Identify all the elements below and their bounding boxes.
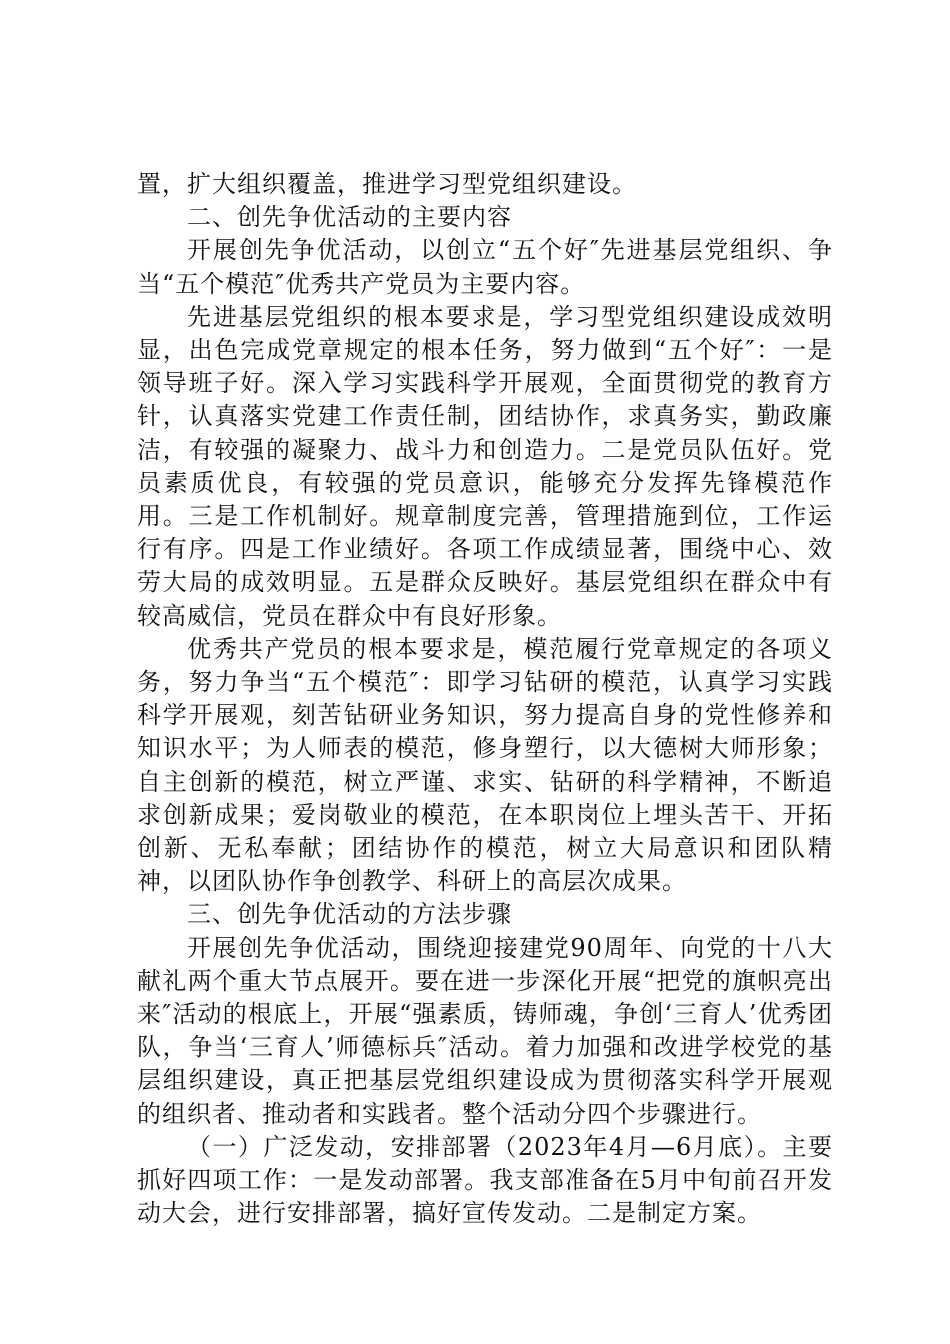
paragraph-4: 先进基层党组织的根本要求是，学习型党组织建设成效明显，出色完成党章规定的根本任务，努力做到“五个好″：一是领导班子好。深入学习实践科学开展观，全面贯彻党的教育方针，认真落实党建工作责任制，团结协作，求真务实，勤政廉洁，有较强的凝聚力、战斗力和创造力。二是党员队伍好。党员素质优良，有较强的党员意识，能够充分发挥先锋模范作用。三是工作机制好。规章制度完善，管理措施到位，工作运行有序。四是工作业绩好。各项工作成绩显著，围绕中心、效劳大局的成效明显。五是群众反映好。基层党组织在群众中有较高威信，党员在群众中有良好形象。: [137, 302, 833, 630]
paragraph-1: 置，扩大组织覆盖，推进学习型党组织建设。: [137, 170, 637, 198]
paragraph-3: 开展创先争优活动，以创立“五个好″先进基层党组织、争当“五个模范″优秀共产党员为主要内容。: [137, 236, 833, 298]
paragraph-7: 开展创先争优活动，围绕迎接建党90周年、向党的十八大献礼两个重大节点展开。要在进一步深化开展“把党的旗帜亮出来″活动的根底上，开展“强素质，铸师魂，争创‘三育人’优秀团队，争当‘三育人’师德标兵″活动。着力加强和改进学校党的基层组织建设，真正把基层党组织建设成为贯彻落实科学开展观的组织者、推动者和实践者。整个活动分四个步骤进行。: [137, 933, 833, 1128]
section-heading-3: 三、创先争优活动的方法步骤: [187, 900, 512, 929]
document-body: [137, 168, 833, 1231]
paragraph-8: （一）广泛发动，安排部署（2023年4月—6月底）。主要抓好四项工作：一是发动部署。我支部准备在5月中旬前召开发动大会，进行安排部署，搞好宣传发动。二是制定方案。: [137, 1132, 833, 1228]
paragraph-5: 优秀共产党员的根本要求是，模范履行党章规定的各项义务，努力争当“五个模范″：即学习钻研的模范，认真学习实践科学开展观，刻苦钻研业务知识，努力提高自身的党性修养和知识水平；为人师表的模范，修身塑行，以大德树大师形象；自主创新的模范，树立严谨、求实、钻研的科学精神，不断追求创新成果；爱岗敬业的模范，在本职岗位上埋头苦干、开拓创新、无私奉献；团结协作的模范，树立大局意识和团队精神，以团队协作争创教学、科研上的高层次成果。: [137, 634, 833, 896]
section-heading-2: 二、创先争优活动的主要内容: [187, 203, 512, 232]
